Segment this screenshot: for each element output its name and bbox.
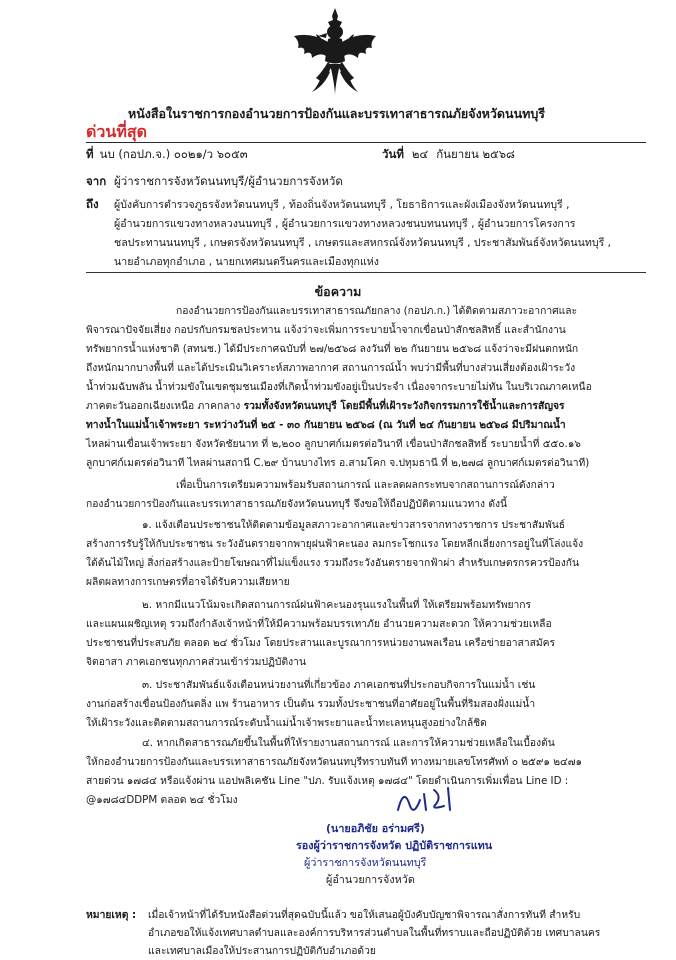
date-label: วันที่ [382,147,404,161]
note-line: อำเภอขอให้แจ้งเทศบาลตำบลและองค์การบริหารส่วนตำบลในพื้นที่ทราบและถือปฏิบัติด้วย เทศบาลนคร [148,927,601,939]
text-line: ผลิตผลทางการเกษตรที่อาจได้รับความเสียหาย [86,576,290,588]
header-divider [86,142,646,143]
text-line: จิตอาสา ภาคเอกชนทุกภาคส่วนเข้าร่วมปฏิบัติงาน [86,656,306,668]
text-line: ใต้ต้นไม้ใหญ่ สิ่งก่อสร้างและป้ายโฆษณาที่ไม่แข็งแรง รวมถึงระวังอันตรายจากฟ้าผ่า สำหรับเกษตรกรควรป้องกัน [86,557,580,569]
text-line: น้ำท่วมฉับพลัน น้ำท่วมขังในเขตชุมชนเมืองที่เกิดน้ำท่วมขังอยู่เป็นประจำ เนื่องจากระบายไม่ทัน ในบริเวณภาคเหนือ [86,381,592,393]
signatory-name: (นายอภิชัย อร่ามศรี) [326,822,425,835]
recipients-list [114,196,654,272]
text-line: ลูกบาศก์เมตรต่อวินาที ไหลผ่านสถานี C.๒๙ บ้านบางไทร อ.สามโคก จ.ปทุมธานี ที่ ๒,๒๗๘ ลูกบาศก์เมตรต่อวินาที) [86,457,590,469]
text-line: สร้างการรับรู้ให้กับประชาชน ระวังอันตรายจากพายุฝนฟ้าคะนอง ลมกระโชกแรง โดยหลีกเลี่ยงการอยู่ในที่โล่งแจ้ง [86,538,584,550]
recipient-line: ชลประทานนนทบุรี , เกษตรจังหวัดนนทบุรี , เกษตรและสหกรณ์จังหวัดนนทบุรี , ประชาสัมพันธ์จังหวัดนนทบุรี , [114,237,612,249]
note-line [86,906,656,924]
text-line: ถึงหนักมากบางพื้นที่ และได้ประเมินวิเคราะห์สภาพอากาศ สถานการณ์น้ำ พบว่ามีพื้นที่บางส่วนเสี่ยงต้องเฝ้าระวัง [86,362,576,374]
list-item-4 [86,734,646,810]
note-text: เมื่อเจ้าหน้าที่ได้รับหนังสือด่วนที่สุดฉบับนี้แล้ว ขอให้เสนอผู้บังคับบัญชาพิจารณาสั่งการทันที สำหรับ [148,909,581,921]
recipient-line: ผู้อำนวยการแขวงทางหลวงนนทบุรี , ผู้อำนวยการแขวงทางหลวงชนบทนนทบุรี , ผู้อำนวยการโครงการ [114,218,576,230]
text-line: งานก่อสร้างเขื่อนป้องกันตลิ่ง แพ ร้านอาหาร เป็นต้น รวมทั้งประชาชนที่อาศัยอยู่ในพื้นที่ริมสองฝั่งแม่น้ำ [86,698,536,710]
urgency-label: ด่วนที่สุด [86,122,148,141]
recipient-line: นายอำเภอทุกอำเภอ , นายกเทศมนตรีนครและเมืองทุกแห่ง [114,256,379,268]
reference-number [86,146,248,164]
handwritten-signature [390,780,470,820]
text-line [86,397,646,416]
document-header-title: หนังสือในราชการกองอำนวยการป้องกันและบรรเทาสาธารณภัยจังหวัดนนทบุรี [128,106,546,121]
signatory-governor: ผู้ว่าราชการจังหวัดนนทบุรี [304,856,427,869]
text-line: ๔. หากเกิดสาธารณภัยขึ้นในพื้นที่ให้รายงานสถานการณ์ และการให้ความช่วยเหลือในเบื้องต้น [142,737,555,749]
note-line: และเทศบาลเมืองให้ประสานการปฏิบัติกับอำเภอด้วย [148,945,376,957]
footnote [86,906,656,960]
text-line: ๓. ประชาสัมพันธ์แจ้งเตือนหน่วยงานที่เกี่ยวข้อง ภาคเอกชนที่ประกอบกิจการในแม่น้ำ เช่น [142,679,536,691]
from-label: จาก [86,174,107,188]
reference-label: ที่ [86,147,94,161]
section-divider [86,272,646,273]
paragraph-2 [86,476,646,514]
text-line: ทางน้ำในแม่น้ำเจ้าพระยา ระหว่างวันที่ ๒๕ - ๓๐ กันยายน ๒๕๖๘ (ณ วันที่ ๒๔ กันยายน ๒๕๖๘ มีปริมาณน้ำ [86,419,566,431]
text-line: @๑๗๘๔DDPM ตลอด ๒๔ ชั่วโมง [86,794,238,806]
text-line: กองอำนวยการป้องกันและบรรเทาสาธารณภัยกลาง (กอปภ.ก.) ได้ติดตามสภาวะอากาศและ [176,305,578,317]
date-day: ๒๔ [411,147,429,161]
text-line: และแผนเผชิญเหตุ รวมถึงกำลังเจ้าหน้าที่ให้มีความพร้อมบรรเทาภัย อำนวยความสะดวก ให้ความช่วยเหลือ [86,618,552,630]
text-span: ภาคตะวันออกเฉียงเหนือ ภาคกลาง [86,400,241,412]
list-item-3 [86,676,646,733]
garuda-emblem-icon [290,6,380,98]
from-row [86,173,343,191]
emphasis-text: รวมทั้งจังหวัดนนทบุรี โดยมีพื้นที่เฝ้าระวังกิจกรรมการใช้น้ำและการสัญจร [243,400,565,412]
signatory-director: ผู้อำนวยการจังหวัด [326,873,415,886]
text-line: ให้กองอำนวยการป้องกันและบรรเทาสาธารณภัยจังหวัดนนทบุรีทราบทันที ทางหมายเลขโทรศัพท์ ๐ ๒๕๙๑ ๒๔๗๑ [86,756,583,768]
text-line: เพื่อเป็นการเตรียมความพร้อมรับสถานการณ์ และลดผลกระทบจากสถานการณ์ดังกล่าว [176,479,555,491]
signatory-position: รองผู้ว่าราชการจังหวัด ปฏิบัติราชการแทน [296,839,493,852]
document-date [382,146,515,164]
text-line: กองอำนวยการป้องกันและบรรเทาสาธารณภัยจังหวัดนนทบุรี จึงขอให้ถือปฏิบัติตามแนวทาง ดังนี้ [86,498,508,510]
message-title: ข้อความ [314,284,362,299]
from-value: ผู้ว่าราชการจังหวัดนนทบุรี/ผู้อำนวยการจังหวัด [114,174,343,188]
text-line: ให้เฝ้าระวังและติดตามสถานการณ์ระดับน้ำแม่น้ำเจ้าพระยาและน้ำทะเลหนุนสูงอย่างใกล้ชิด [86,717,487,729]
text-line: ๑. แจ้งเตือนประชาชนให้ติดตามข้อมูลสภาวะอากาศและข่าวสารจากทางราชการ ประชาสัมพันธ์ [142,519,566,531]
text-line: พิจารณาปัจจัยเสี่ยง กอปรกับกรมชลประทาน แจ้งว่าจะเพิ่มการระบายน้ำจากเขื่อนป่าสักชลสิทธิ์ และสำนักงาน [86,324,566,336]
recipient-line: ผู้บังคับการตำรวจภูธรจังหวัดนนทบุรี , ท้องถิ่นจังหวัดนนทบุรี , โยธาธิการและผังเมืองจังหวัดนนทบุรี , [114,199,570,211]
date-month-year: กันยายน ๒๕๖๘ [436,147,515,161]
signature-block [296,820,556,888]
text-line: ทรัพยากรน้ำแห่งชาติ (สทนช.) ได้มีประกาศฉบับที่ ๒๗/๒๕๖๘ ลงวันที่ ๒๒ กันยายน ๒๕๖๘ แจ้งว่าจะมีฝนตกหนัก [86,343,579,355]
text-line: ไหลผ่านเขื่อนเจ้าพระยา จังหวัดชัยนาท ที่ ๒,๒๐๐ ลูกบาศก์เมตรต่อวินาที เขื่อนป่าสักชลสิทธิ์ ระบายน้ำที่ ๕๕๐.๑๖ [86,438,581,450]
reference-value: นบ (กอปภ.จ.) ๐๐๒๑/ว ๖๐๕๓ [99,147,248,161]
paragraph-1 [86,302,646,473]
list-item-1 [86,516,646,592]
list-item-2 [86,596,646,672]
text-line: ประชาชนที่ประสบภัย ตลอด ๒๔ ชั่วโมง โดยประสานและบูรณาการหน่วยงานพลเรือน เครือข่ายอาสาสมัคร [86,637,556,649]
text-line: ๒. หากมีแนวโน้มจะเกิดสถานการณ์ฝนฟ้าคะนองรุนแรงในพื้นที่ ให้เตรียมพร้อมทรัพยากร [142,599,532,611]
note-label: หมายเหตุ : [86,909,137,921]
to-label: ถึง [86,197,99,211]
text-line: สายด่วน ๑๗๘๔ หรือแจ้งผ่าน แอปพลิเคชัน Line "ปภ. รับแจ้งเหตุ ๑๗๘๔" โดยดำเนินการเพิ่มเพื่อน Line ID : [86,775,569,787]
